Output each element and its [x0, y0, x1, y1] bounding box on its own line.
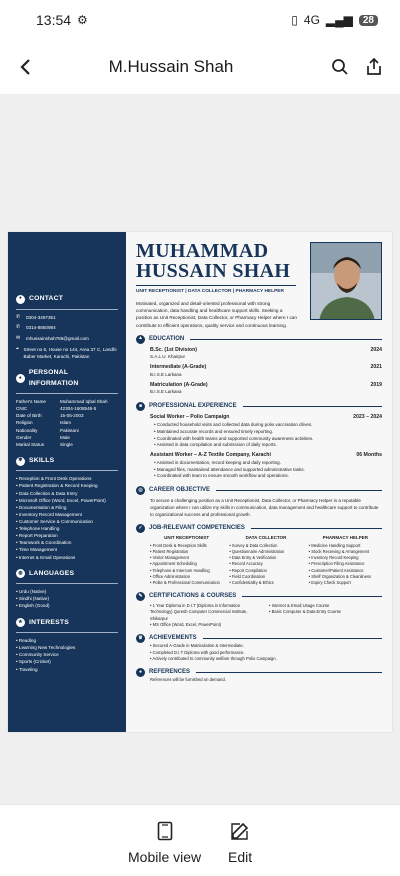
language-item: • English (Good) [16, 602, 118, 609]
education-item [150, 347, 382, 362]
job-bullet: • Coordinated with health teams and supported community awareness activities. [154, 436, 382, 443]
personal-row [16, 412, 118, 419]
competency-item: • Questionnaire Administration [229, 549, 302, 555]
languages-list [16, 588, 118, 609]
resume-page [8, 232, 392, 732]
competency-item: • Prescription Filing Assistance [309, 561, 382, 567]
job-period: 2023 – 2024 [353, 414, 382, 421]
job-bullet: • Assisted in data compilation and submission of daily reports. [154, 442, 382, 449]
references-text: References will be furnished on demand. [150, 677, 226, 683]
competency-list [150, 543, 223, 586]
status-time: 13:54 [36, 12, 72, 28]
contact-heading: CONTACT [29, 295, 64, 302]
education-institute: B.I.S.E Larkana [150, 389, 182, 395]
vibrate-icon: ▯ [291, 13, 298, 27]
job-bullet: • Assisted in documentation, record keeping and daily reporting. [154, 460, 382, 467]
education-degree: Intermediate (A-Grade) [150, 364, 207, 371]
briefcase-icon: ■ [136, 402, 145, 411]
gear-icon: ✱ [16, 457, 25, 466]
certifications-right [269, 603, 382, 628]
interests-list [16, 637, 118, 673]
achievement-item: • Secured A-Grade in Matriculation & Intermediate. [150, 643, 382, 649]
interest-item: • Reading [16, 637, 118, 644]
competency-heading: UNIT RECEPTIONIST [164, 535, 210, 541]
skill-item: • Data Collection & Data Entry [16, 490, 118, 497]
interest-item: • Learning New Technologies [16, 644, 118, 651]
achievements-heading: ACHIEVEMENTS [149, 635, 197, 642]
education-year: 2019 [370, 381, 382, 388]
competency-item: • Confidentiality & Ethics [229, 580, 302, 586]
experience-section [136, 402, 382, 480]
personal-heading: PERSONAL INFORMATION [28, 369, 79, 387]
address: Street no 6, House no 144, Area 37 C, Landhi Baber Market, Karachi, Pakistan [23, 346, 117, 359]
languages-section [16, 569, 118, 610]
skills-section [16, 456, 118, 561]
competency-column [150, 535, 223, 586]
personal-value: Muhammad Iqbal Shah [60, 399, 108, 405]
personal-row [16, 398, 118, 405]
competency-item: • Visitor Management [150, 555, 223, 561]
app-header [0, 40, 400, 94]
edit-icon [230, 821, 250, 841]
certification-item: • Basic Computer & Data Entry Course [269, 609, 382, 615]
status-icons [291, 13, 378, 27]
personal-value: 42304-1608546-5 [60, 406, 97, 412]
education-details [150, 382, 208, 397]
personal-key: Gender [16, 434, 32, 440]
certifications-heading: CERTIFICATIONS & COURSES [149, 593, 237, 600]
personal-value: 15-05-2003 [60, 413, 84, 419]
search-icon [331, 58, 349, 76]
education-degree: Matriculation (A-Grade) [150, 381, 208, 388]
competencies-heading: JOB-RELEVANT COMPETENCIES [149, 525, 245, 532]
skill-item: • Microsoft Office (Word, Excel, PowerPoint) [16, 497, 118, 504]
objective-heading: CAREER OBJECTIVE [149, 487, 211, 494]
profile-photo-image [311, 243, 382, 320]
resume-main [126, 232, 392, 732]
competency-item: • Record Accuracy [229, 561, 302, 567]
mobile-view-label: Mobile view [128, 849, 202, 865]
interest-item: • Sports (Cricket) [16, 658, 118, 665]
competency-column [229, 535, 302, 586]
job-header [150, 452, 382, 460]
skill-item: • Internet & Email Operations [16, 554, 118, 561]
personal-key: Date of Birth [16, 413, 42, 419]
competencies-section [136, 524, 382, 586]
trophy-icon: ♛ [136, 634, 145, 643]
phone-2: 0314-8850984 [26, 325, 56, 331]
experience-heading: PROFESSIONAL EXPERIENCE [149, 403, 237, 410]
mobile-view-button[interactable] [128, 821, 201, 865]
education-year: 2021 [370, 364, 382, 371]
references-section [136, 668, 382, 683]
search-button[interactable] [330, 57, 350, 77]
competency-list [309, 543, 382, 586]
personal-row [16, 419, 118, 426]
personal-row [16, 427, 118, 434]
job-period: 06 Months [356, 452, 382, 458]
document-viewer[interactable] [0, 94, 400, 804]
competency-item: • Expiry Check Support [309, 580, 382, 586]
resume-subtitle: UNIT RECEPTIONIST | DATA COLLECTOR | PHARMACY HELPER [136, 285, 296, 295]
language-item: • Urdu (Native) [16, 588, 118, 595]
certification-item: • MS Office (Word, Excel, PowerPoint) [150, 622, 263, 628]
certificate-icon: ✎ [136, 592, 145, 601]
competency-item: • Shelf Organization & Cleanliness [309, 574, 382, 580]
checklist-icon: ✓ [136, 524, 145, 533]
competency-item: • Medicine Handling Support [309, 543, 382, 549]
skill-item: • Reception & Front Desk Operations [16, 475, 118, 482]
bottom-toolbar [0, 804, 400, 876]
person-icon: ● [16, 295, 25, 304]
competency-column [309, 535, 382, 586]
certifications-section [136, 592, 382, 628]
competency-item: • Appointment Scheduling [150, 561, 223, 567]
status-bar [0, 0, 400, 40]
interest-item: • Community Service [16, 651, 118, 658]
job-bullet: • Maintained accurate records and ensured timely reporting. [154, 429, 382, 436]
resume-name-line2: HUSSAIN SHAH [136, 259, 291, 282]
job-role: Social Worker – Polio Campaign [150, 414, 230, 421]
personal-row [16, 441, 118, 448]
competency-item: • Report Compilation [229, 568, 302, 574]
competency-item: • Office Administration [150, 574, 223, 580]
personal-key: Nationality [16, 427, 38, 433]
skills-heading: SKILLS [29, 456, 55, 464]
skill-item: • Inventory Record Management [16, 511, 118, 518]
personal-key: Religion [16, 420, 33, 426]
phone-1: 0304-3497351 [26, 314, 56, 320]
contact-section [16, 294, 118, 360]
mail-icon: ✉ [16, 335, 21, 342]
competency-columns [150, 535, 382, 586]
personal-value: Male [60, 434, 70, 440]
certification-item: • 1 Year Diploma in D.I.T (Diploma in Information Technology) Quresh Computer Commercial Institute, Shikarpur [150, 603, 263, 622]
profile-photo [310, 242, 382, 320]
share-button[interactable] [364, 57, 384, 77]
languages-heading: LANGUAGES [29, 569, 75, 577]
battery-indicator: 28 [359, 15, 378, 26]
job-bullets [154, 422, 382, 449]
star-icon: ★ [16, 618, 25, 627]
competency-item: • Field Coordination [229, 574, 302, 580]
competency-heading: PHARMACY HELPER [322, 535, 369, 541]
skill-item: • Customer Service & Communication [16, 518, 118, 525]
location-icon: ⌖ [16, 345, 19, 352]
phone-icon [157, 821, 173, 841]
edit-label: Edit [228, 849, 253, 865]
personal-key: CNIC [16, 406, 28, 412]
skill-item: • Teamwork & Coordination [16, 539, 118, 546]
education-degree: B.Sc. (1st Division) [150, 346, 197, 353]
certifications-lists [150, 603, 382, 628]
personal-row [16, 405, 118, 412]
phone-icon: ✆ [16, 313, 21, 320]
personal-row [16, 434, 118, 441]
education-item [150, 382, 382, 397]
education-year: 2024 [370, 346, 382, 353]
job-bullet: • Coordinated with team to ensure smooth workflow and operations. [154, 473, 382, 480]
competency-list [229, 543, 302, 586]
signal-icon: ▂▄▆ [325, 13, 353, 27]
certifications-left [150, 603, 263, 628]
job-bullets [154, 460, 382, 480]
competency-item: • Stock Receiving & Arrangement [309, 549, 382, 555]
competency-item: • Polite & Professional Communication [150, 580, 223, 586]
personal-section [16, 368, 118, 448]
personal-key: Marital Status [16, 441, 45, 447]
edit-button[interactable] [228, 821, 252, 865]
education-section [136, 335, 382, 397]
education-details [150, 347, 197, 362]
interest-item: • Traveling [16, 666, 118, 673]
skill-item: • Documentation & Filing [16, 504, 118, 511]
skill-item: • Report Preparation [16, 532, 118, 539]
experience-list [136, 414, 382, 480]
job-role: Assistant Worker – A-Z Textile Company, Karachi [150, 452, 271, 458]
personal-value: Pakistani [60, 427, 79, 433]
competency-item: • Patient Registration [150, 549, 223, 555]
job-item [150, 414, 382, 449]
personal-value: Islam [60, 420, 71, 426]
globe-icon: ◍ [16, 569, 25, 578]
achievements-section [136, 634, 382, 662]
competency-item: • Data Entry & Verification [229, 555, 302, 561]
job-bullet: • Managed files, maintained attendance and supported administrative tasks. [154, 467, 382, 474]
people-icon: ● [136, 668, 145, 677]
references-heading: REFERENCES [149, 669, 191, 676]
education-item [150, 364, 382, 379]
job-item [150, 452, 382, 480]
competency-item: • Telephone & Intercom Handling [150, 568, 223, 574]
back-button[interactable] [16, 57, 36, 77]
network-label: 4G [303, 13, 320, 27]
achievement-item: • Completed D.I.T Diploma with good performance. [150, 650, 382, 656]
competency-item: • Customer/Patient Assistance [309, 568, 382, 574]
graduation-icon: ▲ [136, 335, 145, 344]
skill-item: • Patient Registration & Record Keeping [16, 482, 118, 489]
personal-key: Father's Name [16, 399, 46, 405]
skill-item: • Telephone Handling [16, 525, 118, 532]
achievements-list [150, 643, 382, 662]
skill-item: • Time Management [16, 546, 118, 553]
settings-status-icon: ⚙ [77, 13, 88, 27]
document-title: M.Hussain Shah [108, 57, 234, 76]
objective-text: To secure a challenging position as a Unit Receptionist, Data Collector, or Pharmacy Helper in a reputable organization where I can utilize my skills in communication, data management and healthcare support to contribute to organizational success and professional growth. [150, 498, 379, 517]
job-bullet: • Conducted household visits and collected data during polio vaccination drives. [154, 422, 382, 429]
objective-section [136, 486, 382, 518]
competency-item: • Front Desk & Reception Skills [150, 543, 223, 549]
phone-icon: ✆ [16, 324, 21, 331]
share-icon [366, 58, 382, 76]
education-list [136, 347, 382, 397]
language-item: • Sindhi (Native) [16, 595, 118, 602]
interests-section [16, 618, 118, 673]
resume-summary: Motivated, organized and detail-oriented professional with strong communication, data handling and healthcare support skills. Seeking a position as Unit Receptionist, Data Collector, or Pharmacy Helper where I can contribute to efficient operations, quality service and continuous learning. [136, 301, 298, 328]
personal-value: Single [60, 441, 73, 447]
competency-item: • Inventory Record Keeping [309, 555, 382, 561]
achievement-item: • Actively contributed to community welfare through Polio Campaign. [150, 656, 382, 662]
target-icon: ◎ [136, 486, 145, 495]
email: mhussainshah786@gmail.com [26, 336, 89, 342]
skills-list [16, 475, 118, 560]
certification-item: • Internet & Email Usage Course [269, 603, 382, 609]
resume-name-line1: MUHAMMAD [136, 240, 269, 262]
education-institute: S.A.L.U. Khairpur [150, 354, 186, 360]
resume-sidebar [8, 232, 126, 732]
back-arrow-icon [19, 59, 33, 75]
education-details [150, 364, 206, 379]
job-header [150, 414, 382, 422]
person-icon: ● [16, 374, 25, 383]
competency-item: • Survey & Data Collection [229, 543, 302, 549]
education-heading: EDUCATION [149, 335, 185, 342]
education-institute: B.I.S.E Larkana [150, 371, 182, 377]
interests-heading: INTERESTS [29, 618, 69, 626]
competency-heading: DATA COLLECTOR [245, 535, 287, 541]
personal-rows [16, 398, 118, 448]
